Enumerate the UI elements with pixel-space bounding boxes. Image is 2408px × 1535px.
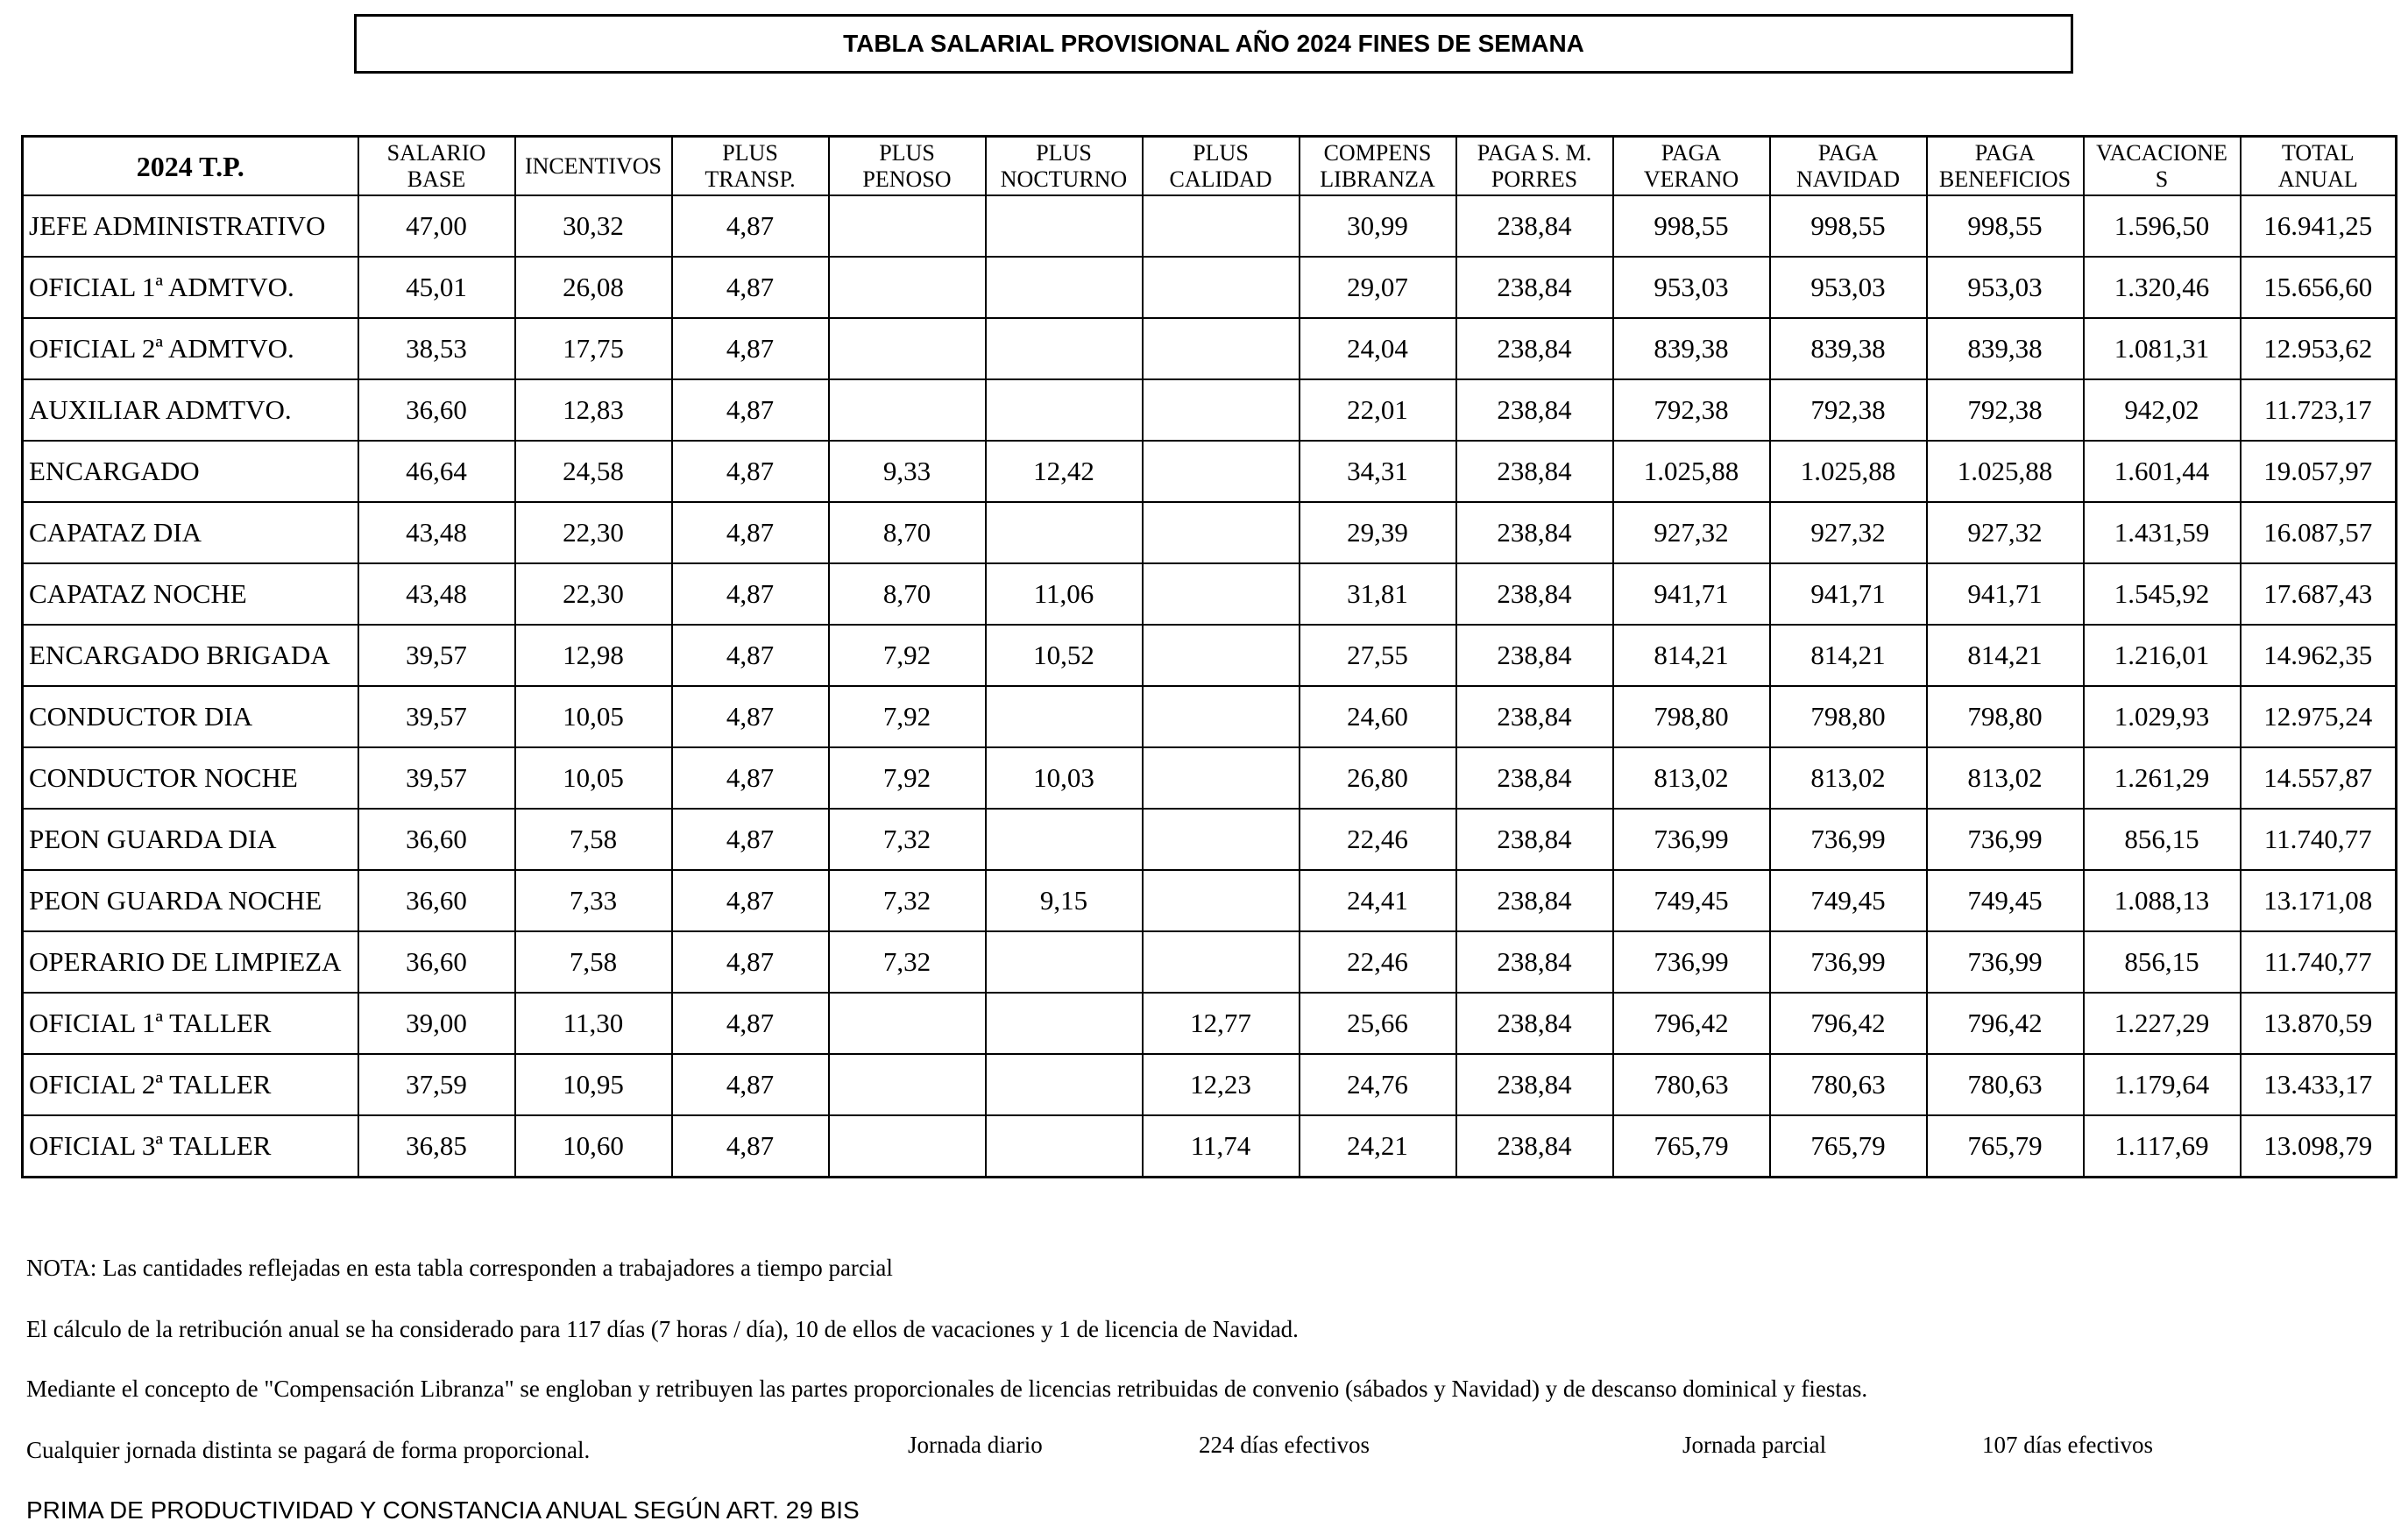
salary-table xyxy=(21,135,2397,1178)
table-cell: 11.740,77 xyxy=(2241,931,2397,993)
row-category: AUXILIAR ADMTVO. xyxy=(23,379,358,441)
table-row xyxy=(23,931,2397,993)
table-cell xyxy=(829,318,986,379)
table-cell: 12,98 xyxy=(515,625,672,686)
table-cell: 12,83 xyxy=(515,379,672,441)
header-line: PAGA xyxy=(1974,139,2036,166)
jornada-diario-value: 224 días efectivos xyxy=(1199,1432,1370,1458)
table-cell: 792,38 xyxy=(1613,379,1770,441)
table-cell: 24,04 xyxy=(1300,318,1456,379)
table-cell: 9,15 xyxy=(986,870,1143,931)
table-cell xyxy=(1143,809,1300,870)
table-cell: 22,46 xyxy=(1300,931,1456,993)
header-line: TRANSP. xyxy=(705,166,796,192)
note-calculo: El cálculo de la retribución anual se ha considerado para 117 días (7 horas / día), 10 de ellos de vacaciones y 1 de licencia de Navidad. xyxy=(26,1316,1299,1342)
table-cell: 813,02 xyxy=(1927,747,2084,809)
table-cell: 749,45 xyxy=(1770,870,1927,931)
table-cell: 839,38 xyxy=(1613,318,1770,379)
note-jornada-distinta: Cualquier jornada distinta se pagará de forma proporcional. xyxy=(26,1437,591,1463)
row-category: OFICIAL 3ª TALLER xyxy=(23,1115,358,1178)
table-cell: 953,03 xyxy=(1770,257,1927,318)
table-cell: 798,80 xyxy=(1927,686,2084,747)
table-cell: 1.261,29 xyxy=(2084,747,2241,809)
table-cell: 14.962,35 xyxy=(2241,625,2397,686)
table-cell: 736,99 xyxy=(1613,809,1770,870)
table-cell: 927,32 xyxy=(1927,502,2084,563)
table-cell: 39,57 xyxy=(358,686,515,747)
table-cell: 1.025,88 xyxy=(1613,441,1770,502)
table-cell: 856,15 xyxy=(2084,931,2241,993)
table-cell: 238,84 xyxy=(1456,809,1613,870)
table-cell xyxy=(986,1115,1143,1178)
header-line: TOTAL xyxy=(2281,139,2355,166)
header-line: ANUAL xyxy=(2277,166,2358,192)
table-cell: 37,59 xyxy=(358,1054,515,1115)
table-row xyxy=(23,993,2397,1054)
header-category xyxy=(23,137,358,196)
table-cell: 24,60 xyxy=(1300,686,1456,747)
table-cell: 238,84 xyxy=(1456,502,1613,563)
table-cell xyxy=(829,379,986,441)
table-cell: 22,30 xyxy=(515,502,672,563)
table-row xyxy=(23,318,2397,379)
table-cell: 238,84 xyxy=(1456,1115,1613,1178)
table-cell: 238,84 xyxy=(1456,1054,1613,1115)
table-cell: 736,99 xyxy=(1927,931,2084,993)
row-category: OFICIAL 1ª TALLER xyxy=(23,993,358,1054)
table-cell: 1.601,44 xyxy=(2084,441,2241,502)
table-cell: 29,07 xyxy=(1300,257,1456,318)
table-cell: 12,23 xyxy=(1143,1054,1300,1115)
table-cell: 813,02 xyxy=(1770,747,1927,809)
table-cell: 26,08 xyxy=(515,257,672,318)
table-cell: 238,84 xyxy=(1456,441,1613,502)
header-line: SALARIO xyxy=(386,139,486,166)
jornada-parcial-value: 107 días efectivos xyxy=(1982,1432,2153,1458)
header-line: COMPENS xyxy=(1323,139,1432,166)
header-line: BENEFICIOS xyxy=(1938,166,2072,192)
header-col-4 xyxy=(829,137,986,196)
table-cell: 7,32 xyxy=(829,870,986,931)
table-cell: 927,32 xyxy=(1613,502,1770,563)
table-cell: 238,84 xyxy=(1456,379,1613,441)
table-cell: 13.870,59 xyxy=(2241,993,2397,1054)
table-cell: 4,87 xyxy=(672,379,829,441)
table-cell: 4,87 xyxy=(672,1115,829,1178)
table-cell xyxy=(1143,747,1300,809)
table-cell: 4,87 xyxy=(672,747,829,809)
table-cell: 238,84 xyxy=(1456,318,1613,379)
table-cell: 30,99 xyxy=(1300,195,1456,257)
header-line: VERANO xyxy=(1643,166,1739,192)
table-cell: 238,84 xyxy=(1456,931,1613,993)
row-category: ENCARGADO xyxy=(23,441,358,502)
table-cell: 36,60 xyxy=(358,379,515,441)
table-cell: 13.433,17 xyxy=(2241,1054,2397,1115)
table-cell: 238,84 xyxy=(1456,686,1613,747)
table-cell: 10,95 xyxy=(515,1054,672,1115)
header-col-5 xyxy=(986,137,1143,196)
table-cell: 780,63 xyxy=(1927,1054,2084,1115)
table-cell: 1.088,13 xyxy=(2084,870,2241,931)
table-cell: 36,60 xyxy=(358,809,515,870)
table-cell: 10,05 xyxy=(515,747,672,809)
table-cell: 7,33 xyxy=(515,870,672,931)
table-cell: 796,42 xyxy=(1613,993,1770,1054)
header-col-2 xyxy=(515,137,672,196)
header-line: PENOSO xyxy=(862,166,952,192)
table-cell: 780,63 xyxy=(1770,1054,1927,1115)
table-cell: 736,99 xyxy=(1770,809,1927,870)
header-line: PAGA S. M. xyxy=(1477,139,1592,166)
table-cell: 238,84 xyxy=(1456,563,1613,625)
table-cell xyxy=(1143,195,1300,257)
header-line: PLUS xyxy=(879,139,935,166)
table-cell: 9,33 xyxy=(829,441,986,502)
jornada-parcial-label: Jornada parcial xyxy=(1682,1432,1827,1458)
table-cell: 765,79 xyxy=(1927,1115,2084,1178)
table-cell: 17,75 xyxy=(515,318,672,379)
table-cell: 36,85 xyxy=(358,1115,515,1178)
header-col-1 xyxy=(358,137,515,196)
table-cell xyxy=(986,502,1143,563)
table-cell: 27,55 xyxy=(1300,625,1456,686)
table-cell: 953,03 xyxy=(1927,257,2084,318)
table-cell: 814,21 xyxy=(1770,625,1927,686)
table-cell: 4,87 xyxy=(672,195,829,257)
table-cell xyxy=(986,195,1143,257)
table-cell: 26,80 xyxy=(1300,747,1456,809)
header-col-10 xyxy=(1770,137,1927,196)
header-line: PORRES xyxy=(1491,166,1578,192)
table-cell xyxy=(986,809,1143,870)
table-cell: 36,60 xyxy=(358,931,515,993)
row-category: OFICIAL 2ª TALLER xyxy=(23,1054,358,1115)
table-row xyxy=(23,1115,2397,1178)
table-cell: 798,80 xyxy=(1770,686,1927,747)
table-cell: 736,99 xyxy=(1770,931,1927,993)
table-cell: 238,84 xyxy=(1456,625,1613,686)
table-cell: 749,45 xyxy=(1613,870,1770,931)
table-cell: 4,87 xyxy=(672,870,829,931)
table-cell: 780,63 xyxy=(1613,1054,1770,1115)
table-cell: 14.557,87 xyxy=(2241,747,2397,809)
table-cell: 927,32 xyxy=(1770,502,1927,563)
table-cell: 39,57 xyxy=(358,747,515,809)
table-cell: 43,48 xyxy=(358,563,515,625)
table-cell: 998,55 xyxy=(1613,195,1770,257)
table-cell: 10,60 xyxy=(515,1115,672,1178)
table-cell xyxy=(1143,563,1300,625)
table-cell: 749,45 xyxy=(1927,870,2084,931)
table-cell: 12,77 xyxy=(1143,993,1300,1054)
header-line: BASE xyxy=(407,166,466,192)
table-row xyxy=(23,809,2397,870)
table-cell: 839,38 xyxy=(1927,318,2084,379)
jornada-diario-label: Jornada diario xyxy=(908,1432,1043,1458)
table-cell xyxy=(1143,870,1300,931)
table-cell: 24,21 xyxy=(1300,1115,1456,1178)
row-category: OPERARIO DE LIMPIEZA xyxy=(23,931,358,993)
table-cell: 4,87 xyxy=(672,625,829,686)
header-col-7 xyxy=(1300,137,1456,196)
header-col-6 xyxy=(1143,137,1300,196)
row-category: ENCARGADO BRIGADA xyxy=(23,625,358,686)
table-cell: 13.098,79 xyxy=(2241,1115,2397,1178)
table-cell: 22,01 xyxy=(1300,379,1456,441)
table-row xyxy=(23,441,2397,502)
prima-heading: PRIMA DE PRODUCTIVIDAD Y CONSTANCIA ANUAL SEGÚN ART. 29 BIS xyxy=(26,1496,860,1524)
table-cell: 941,71 xyxy=(1770,563,1927,625)
header-line: CALIDAD xyxy=(1169,166,1272,192)
table-cell: 7,92 xyxy=(829,625,986,686)
table-cell: 1.216,01 xyxy=(2084,625,2241,686)
table-cell: 31,81 xyxy=(1300,563,1456,625)
header-line: NAVIDAD xyxy=(1796,166,1900,192)
table-cell: 38,53 xyxy=(358,318,515,379)
table-cell: 7,92 xyxy=(829,686,986,747)
table-cell xyxy=(829,1115,986,1178)
table-cell xyxy=(986,993,1143,1054)
header-line: PLUS xyxy=(722,139,778,166)
table-cell: 29,39 xyxy=(1300,502,1456,563)
table-cell: 24,76 xyxy=(1300,1054,1456,1115)
table-cell: 736,99 xyxy=(1927,809,2084,870)
table-cell: 765,79 xyxy=(1613,1115,1770,1178)
table-cell: 238,84 xyxy=(1456,257,1613,318)
table-cell: 796,42 xyxy=(1927,993,2084,1054)
table-row xyxy=(23,257,2397,318)
table-row xyxy=(23,195,2397,257)
row-category: PEON GUARDA DIA xyxy=(23,809,358,870)
table-cell xyxy=(1143,686,1300,747)
table-cell: 1.117,69 xyxy=(2084,1115,2241,1178)
header-line: NOCTURNO xyxy=(1000,166,1128,192)
table-cell xyxy=(829,195,986,257)
table-cell: 1.025,88 xyxy=(1927,441,2084,502)
table-cell xyxy=(1143,257,1300,318)
table-cell xyxy=(829,993,986,1054)
table-cell xyxy=(986,931,1143,993)
table-row xyxy=(23,563,2397,625)
table-cell: 13.171,08 xyxy=(2241,870,2397,931)
row-category: CAPATAZ NOCHE xyxy=(23,563,358,625)
header-col-12 xyxy=(2084,137,2241,196)
table-cell xyxy=(986,379,1143,441)
header-line: PAGA xyxy=(1661,139,1722,166)
table-cell: 942,02 xyxy=(2084,379,2241,441)
table-cell: 43,48 xyxy=(358,502,515,563)
header-line: PLUS xyxy=(1193,139,1249,166)
table-cell: 4,87 xyxy=(672,257,829,318)
table-cell: 1.431,59 xyxy=(2084,502,2241,563)
table-cell: 953,03 xyxy=(1613,257,1770,318)
header-line: PAGA xyxy=(1817,139,1879,166)
table-cell: 1.545,92 xyxy=(2084,563,2241,625)
table-cell: 814,21 xyxy=(1927,625,2084,686)
table-row xyxy=(23,379,2397,441)
table-cell: 36,60 xyxy=(358,870,515,931)
note-compensacion: Mediante el concepto de "Compensación Libranza" se engloban y retribuyen las partes proporcionales de licencias retribuidas de convenio (sábados y Navidad) y de descanso dominical y fiestas. xyxy=(26,1376,1868,1402)
table-cell: 17.687,43 xyxy=(2241,563,2397,625)
table-cell: 792,38 xyxy=(1770,379,1927,441)
header-col-3 xyxy=(672,137,829,196)
table-cell: 998,55 xyxy=(1770,195,1927,257)
table-cell: 4,87 xyxy=(672,318,829,379)
table-cell xyxy=(986,318,1143,379)
note-nota: NOTA: Las cantidades reflejadas en esta tabla corresponden a trabajadores a tiempo parcial xyxy=(26,1255,893,1281)
table-cell: 1.227,29 xyxy=(2084,993,2241,1054)
table-cell xyxy=(1143,318,1300,379)
page-title: TABLA SALARIAL PROVISIONAL AÑO 2024 FINES DE SEMANA xyxy=(354,14,2073,74)
table-cell: 4,87 xyxy=(672,931,829,993)
table-cell: 798,80 xyxy=(1613,686,1770,747)
header-col-13 xyxy=(2241,137,2397,196)
table-cell xyxy=(1143,502,1300,563)
table-cell: 15.656,60 xyxy=(2241,257,2397,318)
header-col-11 xyxy=(1927,137,2084,196)
row-category: PEON GUARDA NOCHE xyxy=(23,870,358,931)
table-cell: 792,38 xyxy=(1927,379,2084,441)
table-cell: 839,38 xyxy=(1770,318,1927,379)
header-line: S xyxy=(2155,166,2169,192)
row-category: OFICIAL 1ª ADMTVO. xyxy=(23,257,358,318)
table-cell: 24,58 xyxy=(515,441,672,502)
table-cell: 4,87 xyxy=(672,686,829,747)
row-category: JEFE ADMINISTRATIVO xyxy=(23,195,358,257)
table-cell: 1.179,64 xyxy=(2084,1054,2241,1115)
table-cell: 24,41 xyxy=(1300,870,1456,931)
table-cell xyxy=(1143,931,1300,993)
table-cell: 238,84 xyxy=(1456,195,1613,257)
table-row xyxy=(23,502,2397,563)
table-cell: 30,32 xyxy=(515,195,672,257)
table-cell: 4,87 xyxy=(672,809,829,870)
table-cell: 11,06 xyxy=(986,563,1143,625)
table-cell: 941,71 xyxy=(1613,563,1770,625)
table-row xyxy=(23,1054,2397,1115)
header-line: VACACIONE xyxy=(2096,139,2227,166)
table-cell: 45,01 xyxy=(358,257,515,318)
table-cell: 12.953,62 xyxy=(2241,318,2397,379)
table-cell: 12,42 xyxy=(986,441,1143,502)
table-cell: 46,64 xyxy=(358,441,515,502)
table-cell: 238,84 xyxy=(1456,747,1613,809)
table-cell: 238,84 xyxy=(1456,993,1613,1054)
table-cell: 1.081,31 xyxy=(2084,318,2241,379)
header-line: 2024 T.P. xyxy=(136,150,244,182)
table-cell: 1.596,50 xyxy=(2084,195,2241,257)
table-cell xyxy=(1143,625,1300,686)
header-line: PLUS xyxy=(1036,139,1092,166)
row-category: CONDUCTOR DIA xyxy=(23,686,358,747)
table-cell: 813,02 xyxy=(1613,747,1770,809)
header-line: LIBRANZA xyxy=(1320,166,1435,192)
table-row xyxy=(23,747,2397,809)
table-cell: 16.087,57 xyxy=(2241,502,2397,563)
row-category: CAPATAZ DIA xyxy=(23,502,358,563)
table-cell xyxy=(986,257,1143,318)
table-cell: 11.740,77 xyxy=(2241,809,2397,870)
table-row xyxy=(23,870,2397,931)
table-cell: 11,74 xyxy=(1143,1115,1300,1178)
table-row xyxy=(23,686,2397,747)
table-cell: 10,05 xyxy=(515,686,672,747)
table-header-row xyxy=(23,137,2397,196)
table-cell xyxy=(829,1054,986,1115)
table-cell: 7,58 xyxy=(515,931,672,993)
table-cell: 39,00 xyxy=(358,993,515,1054)
table-cell xyxy=(986,686,1143,747)
table-cell: 1.025,88 xyxy=(1770,441,1927,502)
table-cell: 22,30 xyxy=(515,563,672,625)
table-cell: 47,00 xyxy=(358,195,515,257)
table-cell: 12.975,24 xyxy=(2241,686,2397,747)
table-cell xyxy=(1143,441,1300,502)
table-cell: 4,87 xyxy=(672,502,829,563)
table-cell: 736,99 xyxy=(1613,931,1770,993)
header-col-9 xyxy=(1613,137,1770,196)
header-col-8 xyxy=(1456,137,1613,196)
table-cell: 4,87 xyxy=(672,1054,829,1115)
table-cell: 4,87 xyxy=(672,563,829,625)
row-category: OFICIAL 2ª ADMTVO. xyxy=(23,318,358,379)
table-cell: 34,31 xyxy=(1300,441,1456,502)
header-line: INCENTIVOS xyxy=(525,152,662,179)
table-row xyxy=(23,625,2397,686)
table-cell xyxy=(986,1054,1143,1115)
table-cell: 22,46 xyxy=(1300,809,1456,870)
table-cell: 39,57 xyxy=(358,625,515,686)
table-cell: 19.057,97 xyxy=(2241,441,2397,502)
table-cell: 10,03 xyxy=(986,747,1143,809)
table-cell: 856,15 xyxy=(2084,809,2241,870)
table-cell xyxy=(1143,379,1300,441)
table-cell xyxy=(829,257,986,318)
table-cell: 11,30 xyxy=(515,993,672,1054)
table-cell: 941,71 xyxy=(1927,563,2084,625)
table-cell: 10,52 xyxy=(986,625,1143,686)
table-cell: 4,87 xyxy=(672,993,829,1054)
table-cell: 1.029,93 xyxy=(2084,686,2241,747)
table-cell: 25,66 xyxy=(1300,993,1456,1054)
table-cell: 7,32 xyxy=(829,931,986,993)
table-cell: 16.941,25 xyxy=(2241,195,2397,257)
table-cell: 1.320,46 xyxy=(2084,257,2241,318)
table-cell: 8,70 xyxy=(829,563,986,625)
table-cell: 765,79 xyxy=(1770,1115,1927,1178)
table-cell: 7,58 xyxy=(515,809,672,870)
row-category: CONDUCTOR NOCHE xyxy=(23,747,358,809)
table-cell: 4,87 xyxy=(672,441,829,502)
table-cell: 8,70 xyxy=(829,502,986,563)
table-cell: 796,42 xyxy=(1770,993,1927,1054)
table-cell: 7,32 xyxy=(829,809,986,870)
table-cell: 11.723,17 xyxy=(2241,379,2397,441)
table-cell: 238,84 xyxy=(1456,870,1613,931)
table-cell: 814,21 xyxy=(1613,625,1770,686)
table-cell: 7,92 xyxy=(829,747,986,809)
table-cell: 998,55 xyxy=(1927,195,2084,257)
